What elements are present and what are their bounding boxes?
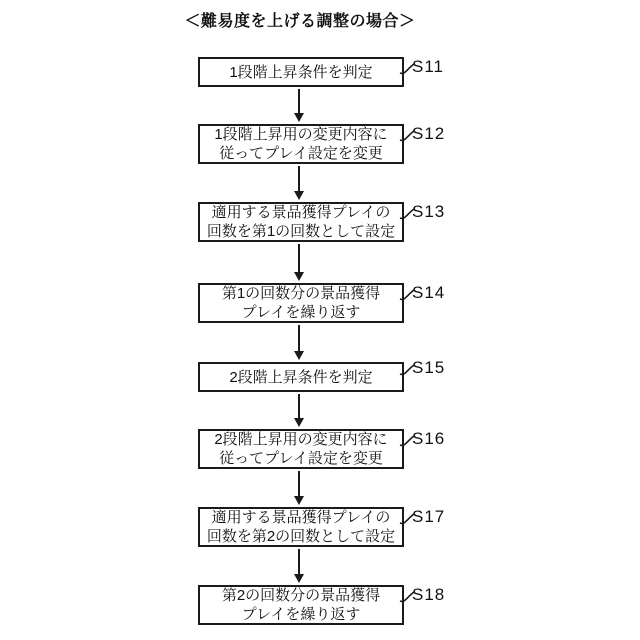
step-label-s14: S14 xyxy=(412,283,446,302)
step-text: 第2の回数分の景品獲得 プレイを繰り返す xyxy=(221,587,381,623)
step-text: 1段階上昇条件を判定 xyxy=(229,63,373,81)
step-label-s18: S18 xyxy=(412,585,446,604)
diagram-title: ＜難易度を上げる調整の場合＞ xyxy=(184,13,416,30)
step-box-s11 xyxy=(198,57,404,87)
step-label-s15: S15 xyxy=(412,358,446,377)
step-text: 2段階上昇用の変更内容に 従ってプレイ設定を変更 xyxy=(214,431,388,467)
step-label-s12: S12 xyxy=(412,124,446,143)
step-label-s16: S16 xyxy=(412,429,446,448)
step-label-s11: S11 xyxy=(412,57,444,76)
step-box-s18 xyxy=(198,585,404,625)
step-box-s17 xyxy=(198,507,404,547)
step-label-s17: S17 xyxy=(412,507,446,526)
step-box-s15 xyxy=(198,362,404,392)
step-text: 第1の回数分の景品獲得 プレイを繰り返す xyxy=(221,285,381,321)
step-box-s13 xyxy=(198,202,404,242)
step-box-s16 xyxy=(198,429,404,469)
step-label-s13: S13 xyxy=(412,202,446,221)
step-box-s12 xyxy=(198,124,404,164)
step-text: 適用する景品獲得プレイの 回数を第2の回数として設定 xyxy=(206,509,396,545)
step-text: 1段階上昇用の変更内容に 従ってプレイ設定を変更 xyxy=(214,126,388,162)
step-box-s14 xyxy=(198,283,404,323)
step-text: 適用する景品獲得プレイの 回数を第1の回数として設定 xyxy=(206,204,396,240)
step-text: 2段階上昇条件を判定 xyxy=(229,368,373,386)
